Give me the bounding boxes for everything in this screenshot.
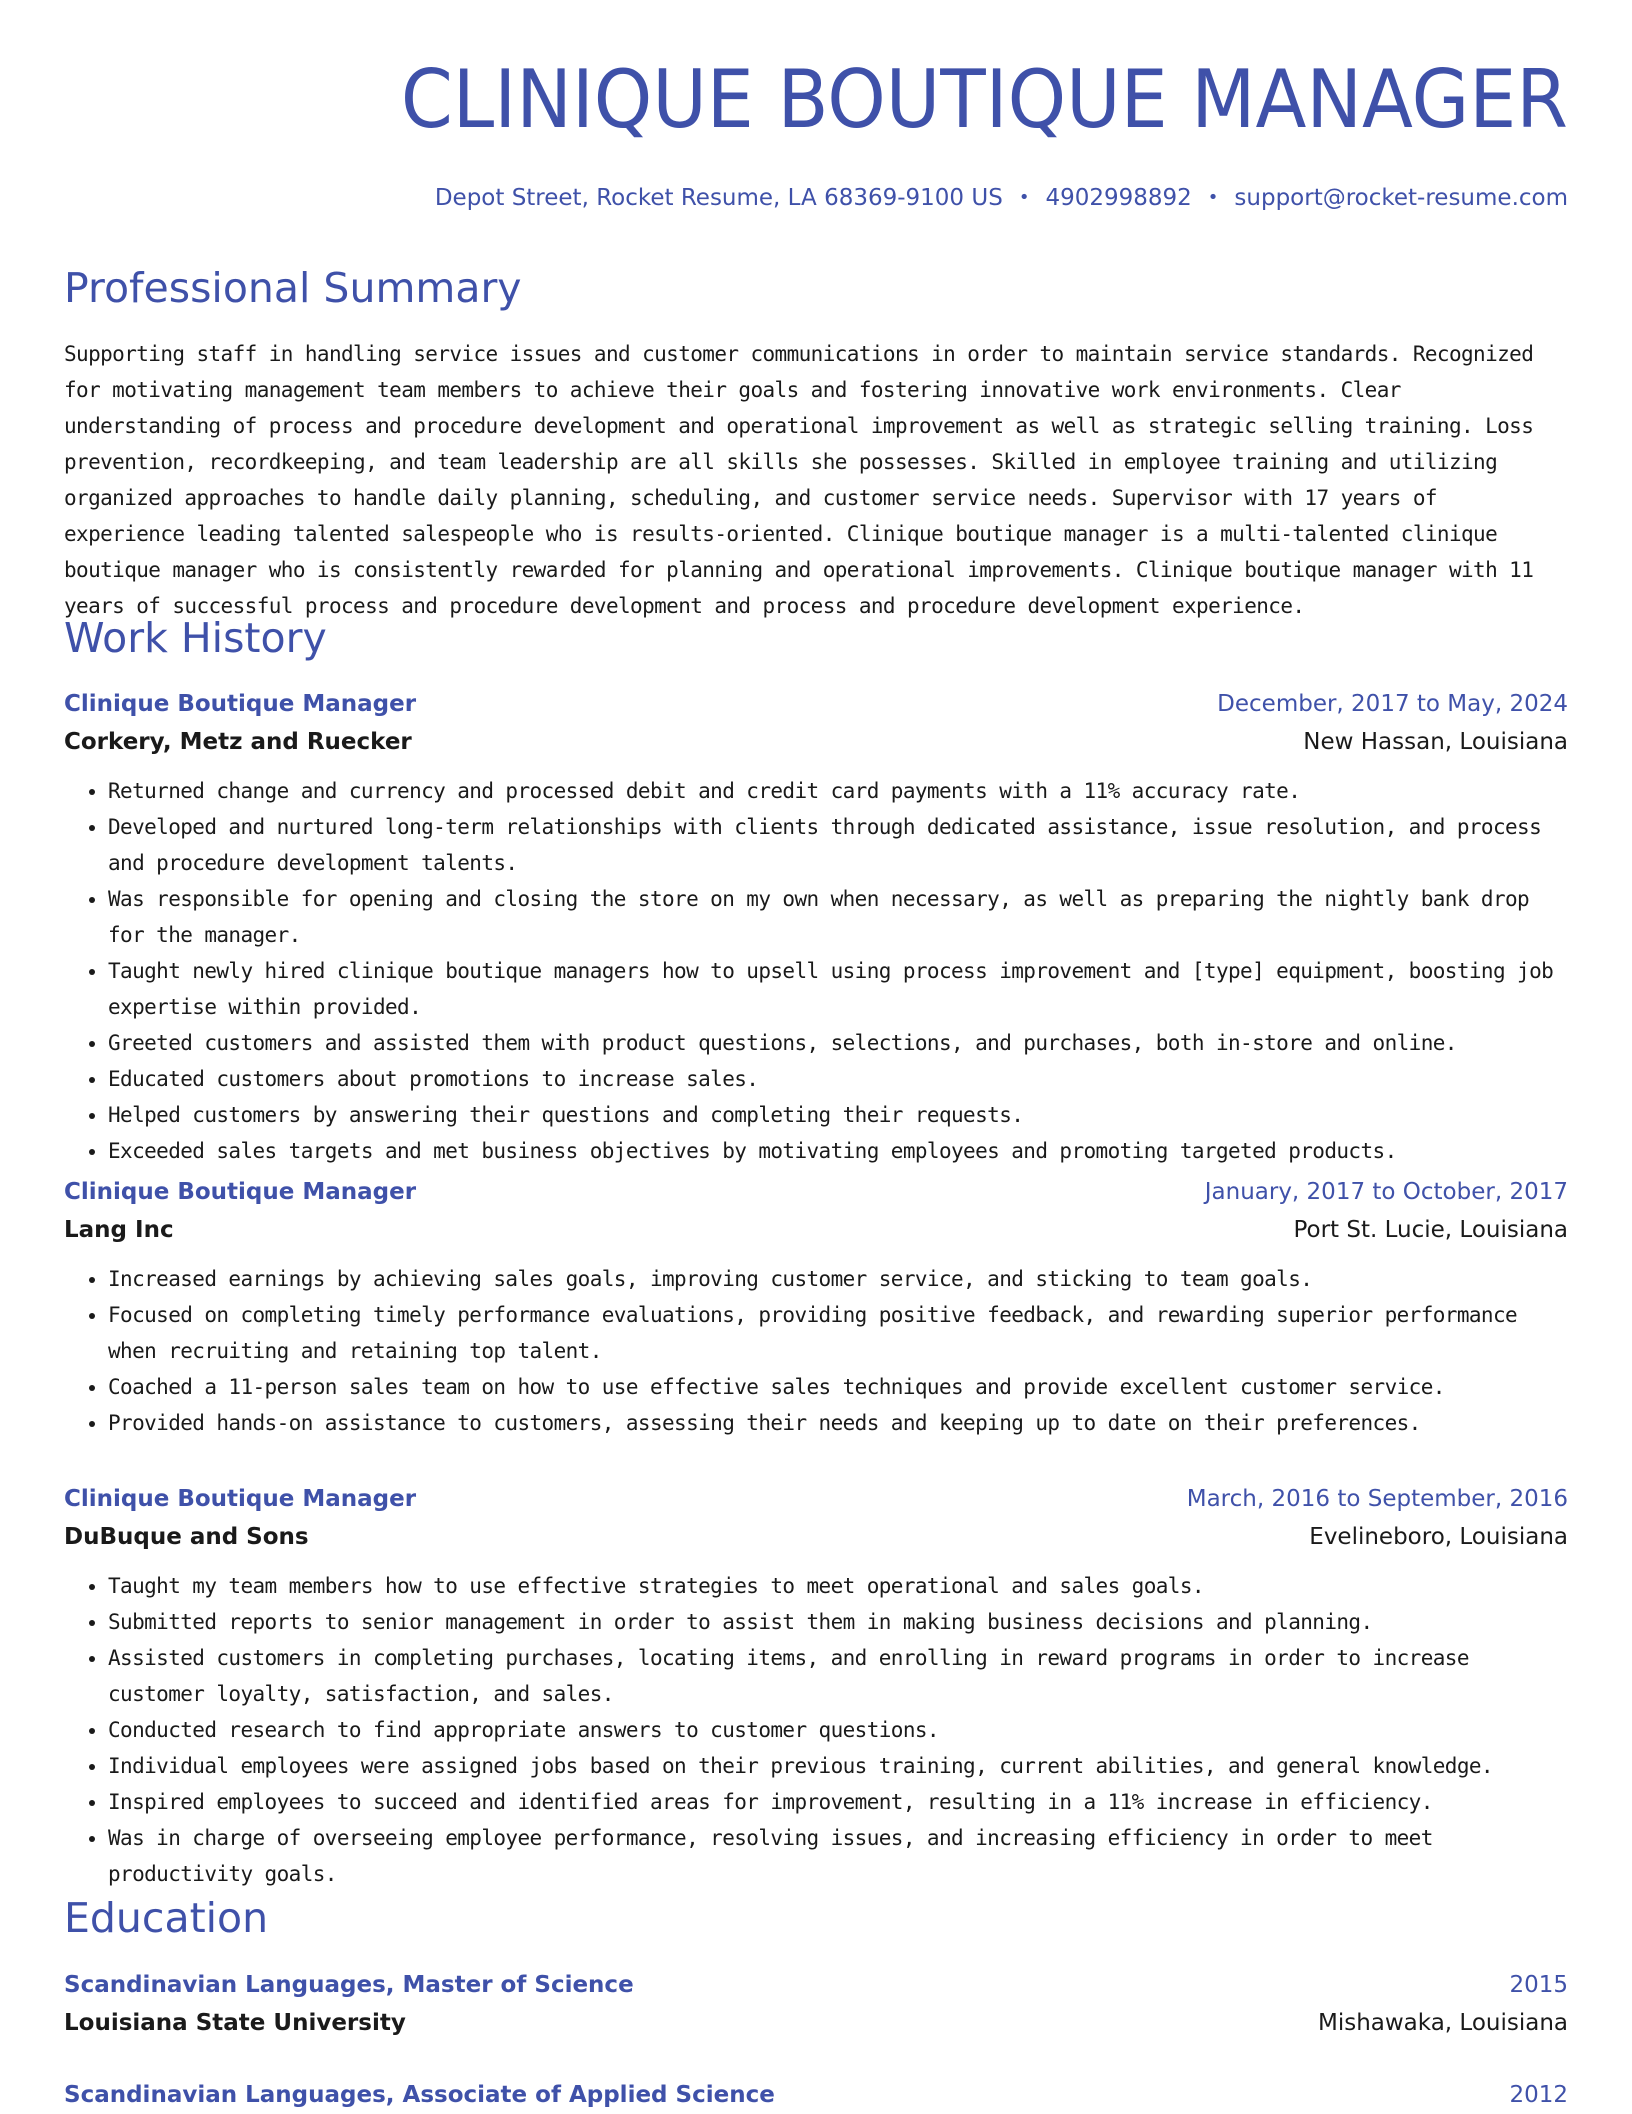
list-item: • Assisted customers in completing purchases, locating items, and enrolling in reward programs in order to increase customer loyalty, satisfaction, and sales. [108, 1640, 1568, 1712]
school-name: Louisiana State University [64, 2010, 406, 2036]
job-title-row [64, 1480, 1568, 1518]
job-role: Clinique Boutique Manager [64, 1486, 417, 1512]
job-bullets [64, 1261, 1568, 1441]
list-item: • Individual employees were assigned jobs based on their previous training, current abilities, and general knowledge. [108, 1748, 1568, 1784]
list-item: • Helped customers by answering their questions and completing their requests. [108, 1097, 1568, 1133]
school-row [64, 2004, 1568, 2042]
job-title-row [64, 1173, 1568, 1211]
list-item: • Increased earnings by achieving sales goals, improving customer service, and sticking to team goals. [108, 1261, 1568, 1297]
education-heading: Education [64, 1894, 269, 1942]
job-entry [64, 1480, 1568, 1892]
education-entry [64, 1966, 1568, 2042]
job-company: DuBuque and Sons [64, 1524, 309, 1550]
email-link[interactable]: support@rocket-resume.com [1234, 185, 1568, 211]
list-item: • Conducted research to find appropriate answers to customer questions. [108, 1712, 1568, 1748]
list-item: • Was responsible for opening and closing the store on my own when necessary, as well as preparing the nightly bank drop for the manager. [108, 881, 1568, 953]
education-entry [64, 2076, 1568, 2114]
degree-row [64, 1966, 1568, 2004]
bullet-separator: • [1018, 187, 1030, 208]
bullet-separator: • [1207, 187, 1219, 208]
job-company: Corkery, Metz and Ruecker [64, 729, 412, 755]
job-company-row [64, 1518, 1568, 1556]
job-role: Clinique Boutique Manager [64, 1179, 417, 1205]
list-item: • Exceeded sales targets and met business objectives by motivating employees and promoting targeted products. [108, 1133, 1568, 1169]
degree-name: Scandinavian Languages, Master of Science [64, 1972, 634, 1998]
job-bullets [64, 1568, 1568, 1892]
job-role: Clinique Boutique Manager [64, 691, 417, 717]
address-text: Depot Street, Rocket Resume, LA 68369-9100 US [434, 185, 1003, 211]
summary-heading: Professional Summary [64, 264, 522, 312]
job-company-row [64, 1211, 1568, 1249]
job-title-row [64, 685, 1568, 723]
list-item: • Taught my team members how to use effective strategies to meet operational and sales goals. [108, 1568, 1568, 1604]
resume-name: CLINIQUE BOUTIQUE MANAGER [400, 53, 1568, 146]
job-location: Port St. Lucie, Louisiana [1293, 1217, 1568, 1243]
list-item: • Submitted reports to senior management in order to assist them in making business decisions and planning. [108, 1604, 1568, 1640]
work-history-heading: Work History [64, 614, 327, 662]
list-item: • Focused on completing timely performance evaluations, providing positive feedback, and rewarding superior performance when recruiting and retaining top talent. [108, 1297, 1568, 1369]
list-item: • Educated customers about promotions to increase sales. [108, 1061, 1568, 1097]
job-dates: January, 2017 to October, 2017 [1204, 1179, 1568, 1205]
degree-row [64, 2076, 1568, 2114]
job-entry [64, 685, 1568, 1169]
job-entry [64, 1173, 1568, 1441]
summary-text: Supporting staff in handling service issues and customer communications in order to maintain service standards. Recognized for motivating management team members to achieve their goals and fostering innovative work environments. Clear understanding of process and procedure development and operational improvement as well as strategic selling training. Loss prevention, recordkeeping, and team leadership are all skills she possesses. Skilled in employee training and utilizing organized approaches to handle daily planning, scheduling, and customer service needs. Supervisor with 17 years of experience leading talented salespeople who is results-oriented. Clinique boutique manager is a multi-talented clinique boutique manager who is consistently rewarded for planning and operational improvements. Clinique boutique manager with 11 years of successful process and procedure development and process and procedure development experience. [64, 342, 1534, 618]
job-dates: March, 2016 to September, 2016 [1186, 1486, 1568, 1512]
list-item: • Taught newly hired clinique boutique managers how to upsell using process improvement and [type] equipment, boosting job expertise within provided. [108, 953, 1568, 1025]
job-company-row [64, 723, 1568, 761]
list-item: • Was in charge of overseeing employee performance, resolving issues, and increasing efficiency in order to meet productivity goals. [108, 1820, 1568, 1892]
list-item: • Provided hands-on assistance to customers, assessing their needs and keeping up to date on their preferences. [108, 1405, 1568, 1441]
job-company: Lang Inc [64, 1217, 174, 1243]
degree-name: Scandinavian Languages, Associate of Applied Science [64, 2082, 775, 2108]
school-location: Mishawaka, Louisiana [1317, 2010, 1568, 2036]
job-bullets [64, 773, 1568, 1169]
phone-text: 4902998892 [1045, 185, 1192, 211]
list-item: • Developed and nurtured long-term relationships with clients through dedicated assistance, issue resolution, and process and procedure development talents. [108, 809, 1568, 881]
list-item: • Coached a 11-person sales team on how to use effective sales techniques and provide excellent customer service. [108, 1369, 1568, 1405]
list-item: • Returned change and currency and processed debit and credit card payments with a 11% accuracy rate. [108, 773, 1568, 809]
contact-line [435, 182, 1568, 214]
job-location: New Hassan, Louisiana [1303, 729, 1568, 755]
degree-year: 2015 [1509, 1972, 1568, 1998]
job-location: Evelineboro, Louisiana [1309, 1524, 1568, 1550]
degree-year: 2012 [1509, 2082, 1568, 2108]
list-item: • Greeted customers and assisted them with product questions, selections, and purchases, both in-store and online. [108, 1025, 1568, 1061]
job-dates: December, 2017 to May, 2024 [1217, 691, 1568, 717]
list-item: • Inspired employees to succeed and identified areas for improvement, resulting in a 11% increase in efficiency. [108, 1784, 1568, 1820]
